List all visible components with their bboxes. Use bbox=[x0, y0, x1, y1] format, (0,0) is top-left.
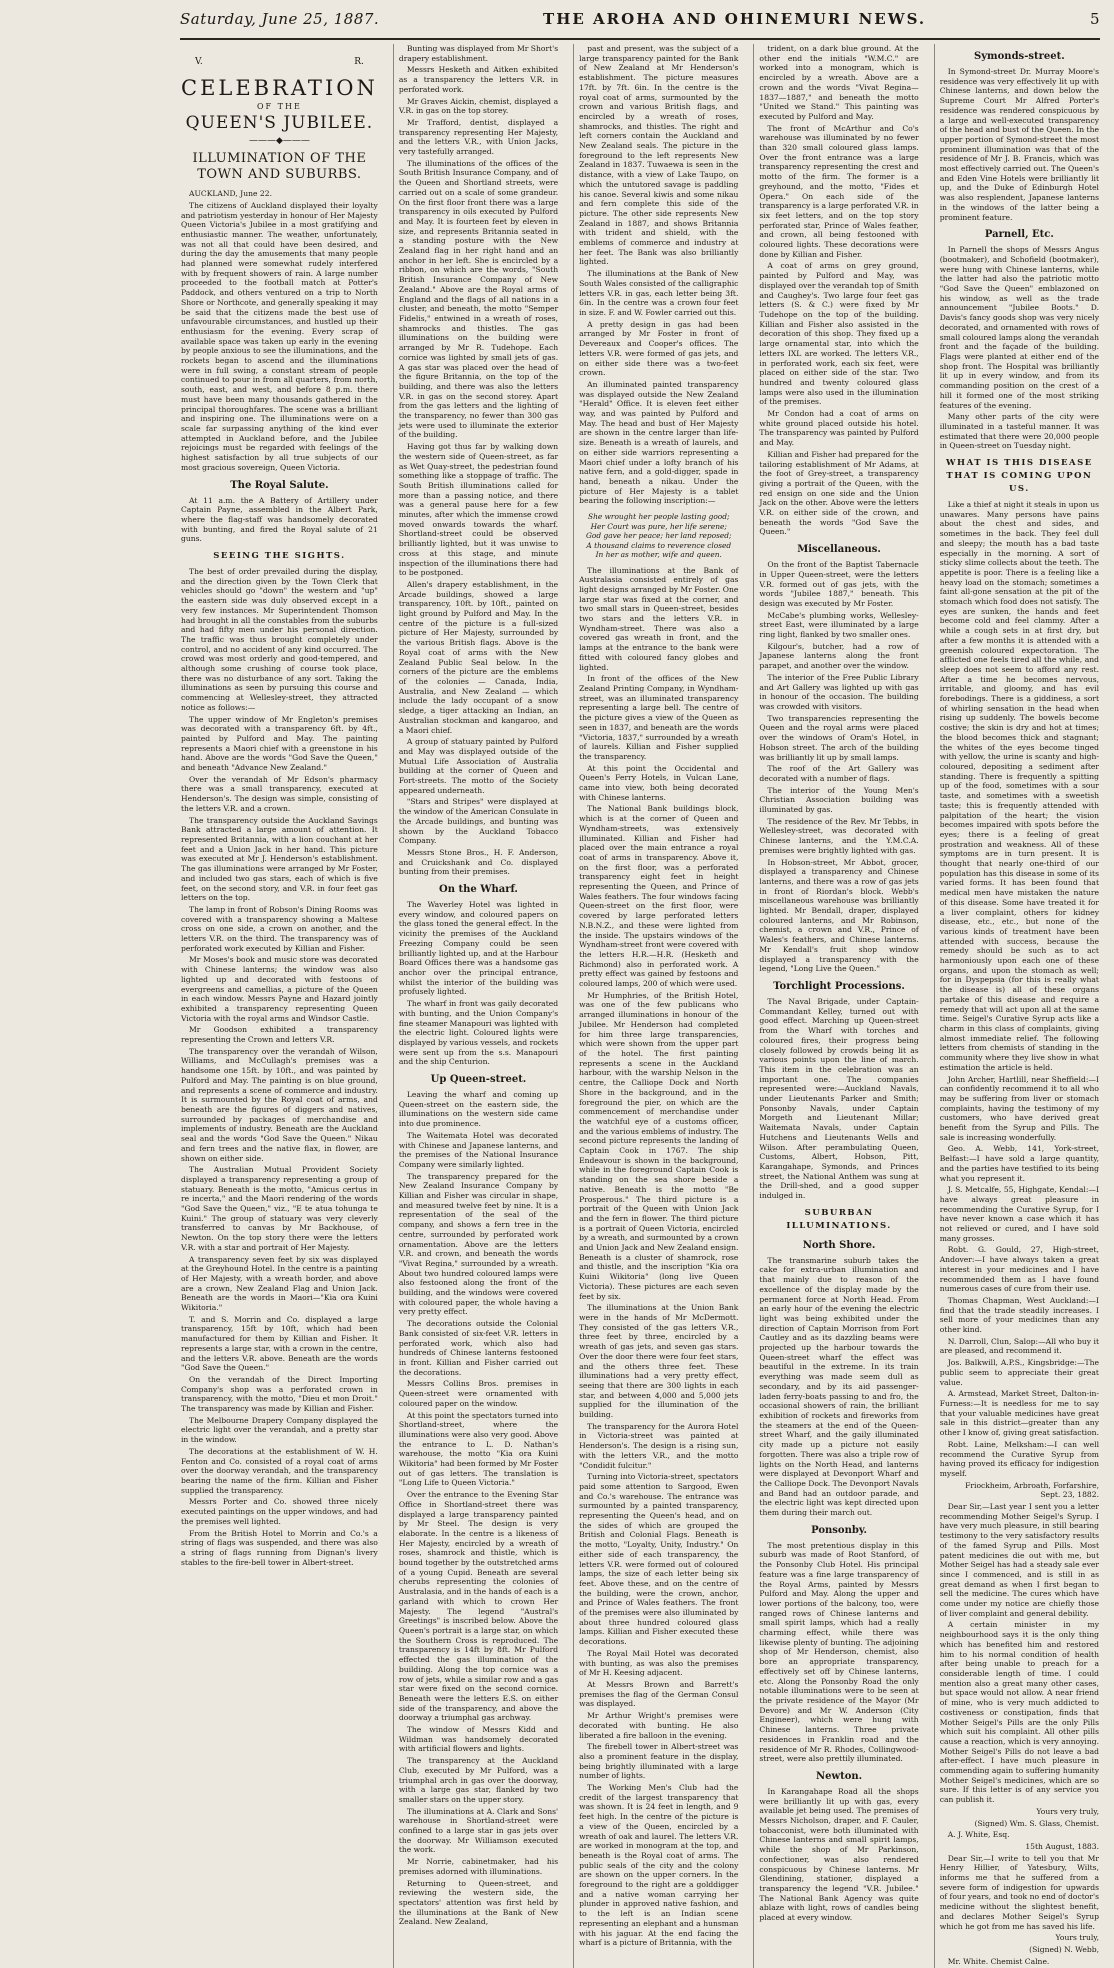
paragraph: The Melbourne Drapery Company displayed the electric light over the verandah, and a pretty star in the window. bbox=[181, 1415, 378, 1445]
paragraph: Returning to Queen-street, and reviewing the western side, the spectators' attention was first held by the illuminations at the Bank of New Zealand. New Zealand, bbox=[398, 1878, 559, 1927]
paragraph: In front of the offices of the New Zealand Printing Company, in Wyndham-street, was an illuminated transparency representing a large bell. The centre of the picture gives a view of the Queen as seen in 1837, and beneath are the words "Victoria, 1837," surrounded by a wreath of laurels. Killian and Fisher supplied the transparency. bbox=[579, 674, 739, 761]
heading-suburban-illuminations: SUBURBAN ILLUMINATIONS. bbox=[786, 1207, 892, 1231]
page-number: 5 bbox=[1089, 10, 1100, 28]
paragraph: In Hobson-street, Mr Abbot, grocer, displayed a transparency and Chinese lanterns, and there was a row of gas jets in front of Riordan's block. Webb's miscellaneous warehouse was brilliantly lighted. Mr Bendall, draper, displayed coloured lanterns, and Mr Robinson, chemist, a crown and V.R., Prince of Wales's feathers, and Chinese lanterns. Mr Kendall's fruit shop window displayed a transparency with the legend, "Long Live the Queen." bbox=[759, 857, 919, 974]
paragraph: On the front of the Baptist Tabernacle in Upper Queen-street, were the letters V.R. formed out of gas jets, with the words "Jubilee 1887," beneath. This design was executed by Mr Foster. bbox=[759, 560, 919, 608]
heading-on-the-wharf: On the Wharf. bbox=[439, 884, 518, 896]
paragraph: The Working Men's Club had the credit of the largest transparency that was shown. It is 24 feet in length, and 9 feet high. In the centre of the picture is a view of the Queen, encircled by a wreath of oak and laurel. The letters V.R. are worked in monogram at the top, and beneath is the Royal coat of arms. The public seals of the city and the colony are shown on the upper corners. In the foreground to the right are a golddigger and a native woman carrying her plunder in approved native fashion, and to the left is an Indian scene representing an elephant and a hunsman with his jaguar. At the end facing the wharf is a picture of Britannia, with the bbox=[579, 1783, 739, 1948]
paragraph: McCabe's plumbing works, Wellesley-street East, were illuminated by a large ring light, flanked by two smaller ones. bbox=[759, 610, 919, 640]
paragraph: The interior of the Free Public Library and Art Gallery was lighted up with gas in honour of the occasion. The building was crowded with visitors. bbox=[759, 672, 919, 711]
paragraph: Two transparencies representing the Queen and the royal arms were placed over the windows of Oram's Hotel, in Hobson street. The arch of the building was brilliantly lit up by small lamps. bbox=[759, 713, 919, 762]
paragraph: The firebell tower in Albert-street was also a prominent feature in the display, being brightly illuminated with a large number of lights. bbox=[579, 1742, 739, 1781]
heading-seeing-the-sights: SEEING THE SIGHTS. bbox=[213, 551, 346, 562]
paragraph: Over the verandah of Mr Edson's pharmacy there was a small transparency, executed at Henderson's. The design was simple, consisting of the letters V.R. and a crown. bbox=[181, 774, 378, 813]
paragraph: Mr Humphries, of the British Hotel, was one of the few publicans who arranged illuminations in honour of the Jubilee. Mr Henderson had completed for him three large transparencies, which were shown from the upper part of the hotel. The first painting represents a scene in the Auckland harbour, with the warship Nelson in the centre, the Calliope Dock and North Shore in the background, and in the foreground the pier, on which are the commencement of merchandise under the watchful eye of a customs officer, and the various emblems of industry. The second picture represents the landing of Captain Cook in 1767. The ship Endeavour is shown in the background, while in the foreground Captain Cook is standing on the sea shore beside a native. Beneath is the motto "Be Prosperous." The third picture is a portrait of the Queen with Union Jack and the fern in flower. The third picture is a portrait of Queen Victoria, encircled by a wreath, and surmounted by a crown and Union Jack and New Zealand ensign. Beneath is a cluster of shamrock, rose and thistle, and the inscription "Kia ora Kuini Wikitoria" (long live Queen Victoria). These pictures are each seven feet by six. bbox=[579, 990, 739, 1301]
paragraph: "Stars and Stripes" were displayed at the window of the American Consulate in the Arcade buildings, and bunting was shown by the Auckland Tobacco Company. bbox=[398, 797, 559, 846]
masthead-rule bbox=[180, 38, 1100, 40]
paragraph: The transparency prepared for the New Zealand Insurance Company by Killian and Fisher was circular in shape, and measured twelve feet by nine. It is a representation of the seal of the company, and shows a fern tree in the centre, surrounded by perforated work ornamentation. Above are the letters V.R. and crown, and beneath the words "Vivat Regina," surrounded by a wreath. About two hundred coloured lamps were also festooned along the front of the building, and the windows were covered with coloured paper, the whole having a very pretty effect. bbox=[398, 1171, 559, 1317]
vr-cypher bbox=[181, 44, 378, 72]
paragraph: Mr Goodson exhibited a transparency representing the Crown and letters V.R. bbox=[181, 1025, 378, 1045]
paragraph: A certain minister in my neighbourhood says it is the only thing which has benefited him and restored him to his normal condition of health after being unable to preach for a considerable length of time. I could mention also a great many other cases, but space would not allow. A near friend of mine, who is very much addicted to costiveness or constipation, finds that Mother Seigel's Pills are the only Pills which suit his complaint. All other pills cause a reaction, which is very annoying. Mother Seigel's Pills do not leave a bad after-effect. I have much pleasure in commending again to suffering humanity Mother Seigel's medicines, which are so sure. If this letter is of any service you can publish it. bbox=[939, 1620, 1099, 1805]
paragraph: Messrs Porter and Co. showed three nicely executed paintings on the upper windows, and had the premises well lighted. bbox=[181, 1497, 378, 1526]
paragraph: The most pretentious display in this suburb was made of Root Stanford, of the Ponsonby Club Hotel. His principal feature was a fine large transparency of the Royal Arms, painted by Messrs Pulford and May. Along the upper and lower portions of the balcony, too, were ranged rows of Chinese lanterns and small spirit lamps, which had a really charming effect, while there was likewise plenty of bunting. The adjoining shop of Mr Henderson, chemist, also bore an appropriate transparency, effectively set off by Chinese lanterns, etc. Along the Ponsonby Road the only notable illuminations were to be seen at the private residence of the Mayor (Mr Devore) and Mr W. Anderson (City Engineer), which were hung with Chinese lanterns. Three private residences in Franklin road and the residence of Mr R. Rhodes, Collingwood-street, were also prettily illuminated. bbox=[759, 1540, 919, 1764]
letter-signature: (Signed) Wm. S. Glass, Chemist. bbox=[974, 1818, 1099, 1828]
paragraph: Jos. Balkwill, A.P.S., Kingsbridge:—The public seem to appreciate their great value. bbox=[939, 1358, 1099, 1387]
paragraph: The Australian Mutual Provident Society displayed a transparency representing a group of statuary. Beneath is the motto, "Amicus certus in re incerta," and the Maori rendering of the words "God Save the Queen," viz., "E te atua tohunga te Kuini." The group of statuary was very cleverly transferred to canvas by Mr Backhouse, of Newton. On the top story there were the letters V.R. with a star and portrait of Her Majesty. bbox=[181, 1165, 378, 1252]
paragraph: The illuminations of the offices of the South British Insurance Company, and of the Queen and Shortland streets, were carried out on a scale of some grandeur. On the first floor front there was a large transparency in oils executed by Pulford and May. It is fourteen feet by eleven in size, and represents Britannia seated in a standing posture with the New Zealand flag in her right hand and an anchor in her left. She is encircled by a ribbon, on which are the words, "South British Insurance Company of New Zealand." Above are the Royal arms of England and the flags of all nations in a cluster, and beneath, the motto "Semper Fidelis," entwined in a wreath of roses, shamrocks and thistles. The gas illuminations on the building were arranged by Mr R. Tudehope. Each cornice was lighted by small jets of gas. A gas star was placed over the head of the figure Britannia, on the top of the building, and there was also the letters V.R. in gas on the second storey. Apart from the gas letters and the lighting of the transparency, no fewer than 300 gas jets were used to illuminate the exterior of the building. bbox=[398, 158, 559, 440]
of-the: OF THE bbox=[257, 101, 302, 111]
paragraph: Mr Arthur Wright's premises were decorated with bunting. He also liberated a fire balloon in the evening. bbox=[579, 1711, 739, 1740]
column-2 bbox=[393, 44, 563, 1968]
paragraph: The front of McArthur and Co's warehouse was illuminated by no fewer than 320 small coloured glass lamps. Over the front entrance was a large transparency representing the crest and motto of the firm. The former is a greyhound, and the motto, "Fides et Opera." On each side of the transparency is a large perforated V.R. in six feet letters, and on the top story perforated star, Prince of Wales feather, and crown, all being festooned with coloured lights. These decorations were done by Killian and Fisher. bbox=[759, 123, 919, 259]
heading-newton: Newton. bbox=[815, 1770, 863, 1782]
paragraph: In Parnell the shops of Messrs Angus (bootmaker), and Schofield (bootmaker), were hung with Chinese lanterns, while the latter had also the patriotic motto "God Save the Queen" emblazoned on his window, as well as the trade announcement "Jubilee Boots." D. Davis's fancy goods shop was very nicely decorated, and ornamented with rows of small coloured lamps along the verandah front and the façade of the building. Flags were planted at either end of the shop front. The Hospital was brilliantly lit up in every window, and from its commanding position on the crest of a hill it formed one of the most striking features of the evening. bbox=[939, 245, 1099, 410]
paragraph: The wharf in front was gaily decorated with bunting, and the Union Company's fine steamer Manapouri was lighted with the electric light. Coloured lights were displayed by various vessels, and rockets were sent up from the s.s. Manapouri and the ship Centurion. bbox=[398, 999, 559, 1067]
paragraph: Robt. G. Gould, 27, High-street, Andover:—I have always taken a great interest in your medicines and I have recommended them as I have found numerous cases of cure from their use. bbox=[939, 1245, 1099, 1294]
paragraph: The lamp in front of Robson's Dining Rooms was covered with a transparency showing a Maltese cross on one side, a crown on another, and the letters V.R. on the third. The transparency was of perforated work executed by Killian and Fisher. bbox=[181, 904, 378, 953]
columns bbox=[176, 44, 1104, 1966]
paragraph: In Karangahape Road all the shops were brilliantly lit up with gas, every available jet being used. The premises of Messrs Nicholson, draper, and F. Cauler, tobacconist, were both illuminated with Chinese lanterns and small spirit lamps, while the shop of Mr Parkinson, confectioner, was also rendered conspicuous by Chinese lanterns. Mr Glendining, stationer, displayed a transparency the legend "V.R. Jubilee." The National Bank Agency was quite ablaze with light, rows of candles being placed at every window. bbox=[759, 1786, 919, 1923]
paragraph: past and present, was the subject of a large transparency painted for the Bank of New Zealand at Mr Henderson's establishment. The picture measures 17ft. by 7ft. 6in. In the centre is the royal coat of arms, surmounted by the crown and various British flags, and encircled by a wreath of roses, shamrocks, and thistles. The right and left corners contain the Auckland and New Zealand seals. The picture in the foreground to the left represents New Zealand in 1837. Tuwaewa is seen in the distance, with a view of Lake Taupo, on which the untutored savage is paddling his canoe. Several kiwis and some nikau and fern complete this side of the picture. The other side represents New Zealand in 1887, and shows Britannia with trident and shield, with the emblems of commerce and industry at her feet. The Bank was also brilliantly lighted. bbox=[579, 44, 739, 267]
tablet-inscription: She wrought her people lasting good; Her Court was pure, her life serene; God gave her peace; her land reposed; A thousand claims to reverence closed In her as mother, wife and queen. bbox=[586, 512, 732, 560]
letter-date: 15th August, 1883. bbox=[1025, 1841, 1099, 1851]
letter-addressee: A. J. White, Esq. bbox=[947, 1830, 1010, 1840]
paragraph: At this point the Occidental and Queen's Ferry Hotels, in Vulcan Lane, came into view, both being decorated with Chinese lanterns. bbox=[579, 763, 739, 802]
paragraph: Messrs Collins Bros. premises in Queen-street were ornamented with coloured paper on the window. bbox=[398, 1379, 559, 1408]
paragraph: Killian and Fisher had prepared for the tailoring establishment of Mr Adams, at the foot of Grey-street, a transparency giving a portrait of the Queen, with the red ensign on one side and the Union Jack on the other. Above were the letters V.R. on either side of the crown, and beneath the words "God Save the Queen." bbox=[759, 449, 919, 537]
paragraph: The transmarine suburb takes the cake for extra-urban illumination and that mainly due to reason of the excellence of the display made by the permanent force at North Head. From an early hour of the evening the electric light was being exhibited under the direction of Captain Morrison from Fort Cautley and as its dazzling beams were projected up the harbour towards the Queen-street wharf the effect was beautiful in the extreme. In its train everything was made seem dull as secondary, and by its aid passenger-laden ferry-boats passing to and fro, the occasional showers of rain, the brilliant exhibition of rockets and fireworks from the steamers at the end of the Queen-street Wharf, and the gaily illuminated city made up a picture not easily forgotten. There was also a triple row of lights on the North Head, and lanterns were displayed at Devonport Wharf and the Calliope Dock. The Devonport Navals and Band had an outdoor parade, and the electric light was kept directed upon them during their march out. bbox=[759, 1255, 919, 1518]
paragraph: Bunting was displayed from Mr Short's drapery establishment. bbox=[398, 44, 559, 63]
paragraph: At this point the spectators turned into Shortland-street, where the illuminations were also very good. Above the entrance to L. D. Nathan's warehouse, the motto "Kia ora Kuini Wikitoria" had been formed by Mr Foster out of gas letters. The translation is "Long Life to Queen Victoria." bbox=[398, 1410, 559, 1488]
v-letter: V. bbox=[195, 57, 203, 67]
paragraph: Mr Trafford, dentist, displayed a transparency representing Her Majesty, and the letters V.R., with Union Jacks, very tastefully arranged. bbox=[398, 117, 559, 157]
paragraph: Dear Sir,—I write to tell you that Mr Henry Hillier, of Yatesbury, Wilts, informs me that he suffered from a severe form of indigestion for upwards of four years, and took no end of doctor's medicine without the slightest benefit, and declares Mother Seigel's Syrup which he got from me has saved his life. bbox=[939, 1853, 1099, 1931]
heading-torchlight-processions: Torchlight Processions. bbox=[773, 980, 905, 992]
paragraph: Like a thief at night it steals in upon us unawares. Many persons have pains about the chest and sides, and sometimes in the back. They feel dull and sleepy; the mouth has a bad taste especially in the morning. A sort of sticky slime collects about the teeth. The appetite is poor. There is a feeling like a heavy load on the stomach; sometimes a faint all-gone sensation at the pit of the stomach which food does not satisfy. The eyes are sunken, the hands and feet become cold and feel clammy. After a while a cough sets in at first dry, but after a few months it is attended with a greenish coloured expectoration. The afflicted one feels tired all the while, and sleep does not seem to afford any rest. After a time he becomes nervous, irritable, and gloomy, and has evil forebodings. There is a giddiness, a sort of whirling sensation in the head when rising up suddenly. The bowels become costive; the skin is dry and hot at times; the blood becomes thick and stagnant; the whites of the eyes become tinged with yellow, the urine is scanty and high-coloured, depositing a sediment after standing. There is frequently a spitting up of the food, sometimes with a sour taste, and sometimes with a sweetish taste; this is frequently attended with palpitation of the heart; the vision becomes impaired with spots before the eyes; there is a feeling of great prostration and weakness. All of these symptoms are in turn present. It is thought that nearly one-third of our population has this disease in some of its varied forms. It has been found that medical men have mistaken the nature of this disease. Some have treated it for a liver complaint, others for kidney disease, etc., etc., but none of the various kinds of treatment have been attended with success, because the remedy should be such as to act harmoniously upon each one of these organs, and upon the stomach as well; for in Dyspepsia (for this is really what the disease is) all of these organs partake of this disease and require a remedy that will act upon all at the same time. Seigel's Curative Syrup acts like a charm in this class of complaints, giving almost immediate relief. The following letters from chemists of standing in the community where they live show in what estimation the article is held. bbox=[939, 500, 1099, 1072]
paragraph: The Waverley Hotel was lighted in every window, and coloured papers on the glass toned the general effect. In the vicinity the premises of the Auckland Freezing Company could be seen brilliantly lighted up, and at the Harbour Board Offices there was a handsome gas anchor over the principal entrance, whilst the interior of the building was profusely lighted. bbox=[398, 900, 559, 997]
column-4 bbox=[753, 44, 923, 1968]
r-letter: R. bbox=[354, 57, 364, 67]
jubilee-title: QUEEN'S JUBILEE. bbox=[185, 113, 374, 134]
illumination-title: ILLUMINATION OF THE TOWN AND SUBURBS. bbox=[192, 151, 367, 183]
heading-miscellaneous: Miscellaneous. bbox=[797, 544, 881, 556]
heading-up-queen-street: Up Queen-street. bbox=[430, 1074, 527, 1086]
paragraph: Over the entrance to the Evening Star Office in Shortland-street there was displayed a large transparency painted by Mr Steel. The design is very elaborate. In the centre is a likeness of Her Majesty, encircled by a wreath of roses, shamrock and thistle, which is bound together by the outstretched arms of a young Cupid. Beneath are several cherubs representing the colonies of Australasia, and in the hands of each is a garland with which to crown Her Majesty. The legend "Austral's Greetings" is inscribed below. Above the Queen's portrait is a large star, on which the Southern Cross is reproduced. The transparency is 14ft by 8ft. Mr Pulford effected the gas illumination of the building. Along the top cornice was a row of jets, while a similar row and a gas star were fixed on the second cornice. Beneath were the letters E.S. on either side of the transparency, and above the doorway a triumphal gas archway. bbox=[398, 1490, 559, 1723]
column-1 bbox=[176, 44, 383, 1968]
paragraph: The Royal Mail Hotel was decorated with bunting, as was also the premises of Mr H. Keesing adjacent. bbox=[579, 1648, 739, 1678]
letter-place-date: Friockheim, Arbroath, Forfarshire, Sept. 23, 1882. bbox=[965, 1480, 1099, 1500]
paragraph: Having got thus far by walking down the western side of Queen-street, as far as Wet Quay-street, the pedestrian found something like a stoppage of traffic. The South British illuminations called for more than a passing notice, and there was a general pause here for a few minutes, after which the immense crowd moved onwards towards the wharf. Shortland-street could be observed brilliantly lighted, but it was unwise to cross at this stage, and minute inspection of the illuminations there had to be postponed. bbox=[398, 442, 559, 578]
paragraph: Dear Sir,—Last year I sent you a letter recommending Mother Seigel's Syrup. I have very much pleasure, in still bearing testimony to the very satisfactory results of the famed Syrup and Pills. Most patent medicines die out with me, but Mother Seigel has had a steady sale ever since I commenced, and is still in as great demand as when I first began to sell the medicine. The cures which have come under my notice are chiefly those of liver complaint and general debility. bbox=[939, 1502, 1099, 1618]
paragraph: At Messrs Brown and Barrett's premises the flag of the German Consul was displayed. bbox=[579, 1680, 739, 1709]
paragraph: Robt. Laine, Melksham:—I can well recommend the Curative Syrup from having proved its efficacy for indigestion myself. bbox=[939, 1439, 1099, 1478]
letter-closing: Yours truly, bbox=[1055, 1933, 1099, 1943]
paragraph: A group of statuary painted by Pulford and May was displayed outside of the Mutual Life Association of Australia building at the corner of Queen and Fort-streets. The motto of the Society appeared underneath. bbox=[398, 737, 559, 795]
paragraph: Mr Condon had a coat of arms on white ground placed outside his hotel. The transparency was painted by Pulford and May. bbox=[759, 409, 919, 448]
paragraph: The transparency for the Aurora Hotel in Victoria-street was painted at Henderson's. The design is a rising sun, with the letters V.R., and the motto "Condidit fulcitur." bbox=[579, 1421, 739, 1470]
paragraph: The National Bank buildings block, which is at the corner of Queen and Wyndham-streets, was extensively illuminated. Killian and Fisher had placed over the main entrance a royal coat of arms in transparency. Above it, on the first floor, was a perforated transparency eight feet in height representing the Queen, and Prince of Wales feathers. The four windows facing Queen-street on the first floor, were covered by large perforated letters N.B.N.Z., and these were lighted from the inside. The upstairs windows of the Wyndham-street front were covered with the letters H.R.—H.R. (Hesketh and Richmond) also in perforated work. A pretty effect was gained by festoons and coloured lamps, 200 of which were used. bbox=[579, 804, 739, 989]
paragraph: John Archer, Hartlill, near Sheffield:—I can confidently recommend it to all who may be suffering from liver or stomach complaints, having the testimony of my customers, who have derived great benefit from the Syrup and Pills. The sale is increasing wonderfully. bbox=[939, 1074, 1099, 1142]
paragraph: Turning into Victoria-street, spectators paid some attention to Sargood, Ewen and Co.'s warehouse. The entrance was surmounted by a painted transparency, representing the Queen's head, and on the sides of which are grouped the British and Colonial Flags. Beneath is the motto, "Loyalty, Unity, Industry." On either side of each transparency, the letters V.R. were formed out of coloured lamps, the size of each letter being six feet. Above these, and on the centre of the building, were the crown, anchor, and Prince of Wales feathers. The front of the premises were also illuminated by about three hundred coloured glass lamps. Killian and Fisher executed these decorations. bbox=[579, 1472, 739, 1647]
paragraph: The best of order prevailed during the display, and the direction given by the Town Clerk that vehicles should go "down" the western and "up" the eastern side was duly observed except in a very few instances. Mr Superintendent Thomson had brought in all the constables from the suburbs and had fifty men under his personal direction. The traffic was thus brought completely under control, and no accident of any kind occurred. The crowd was most orderly and good-tempered, and although some crushing of course took place, there was no disturbance of any sort. Taking the illuminations as seen by pursuing this course and commencing at Wellesley-street, they attracted notice as follows:— bbox=[181, 567, 378, 712]
paragraph: Thomas Chapman, West Auckland:—I find that the trade steadily increases. I sell more of your medicines than any other kind. bbox=[939, 1295, 1099, 1335]
paragraph: Many other parts of the city were illuminated in a tasteful manner. It was estimated that there were 20,000 people in Queen-street on Tuesday night. bbox=[939, 412, 1099, 451]
paragraph: In Symond-street Dr. Murray Moore's residence was very effectively lit up with Chinese lanterns, and down below the Supreme Court Mr Alfred Porter's residence was rendered conspicuous by a large and well-executed transparency of the head and bust of the Queen. In the upper portion of Symond-street the most prominent illumination was that of the residence of Mr J. B. Francis, which was most effectively carried out. The Queen's and Eden Vine Hotels were brilliantly lit up, and the Duke of Edinburgh Hotel was also resplendent, Japanese lanterns in the windows of the latter being a prominent feature. bbox=[939, 67, 1099, 222]
paragraph: Mr Graves Aickin, chemist, displayed a V.R. in gas on the top storey. bbox=[398, 96, 559, 116]
paragraph: T. and S. Morrin and Co. displayed a large transparency, 15ft by 10ft, which had been manufactured for them by Killian and Fisher. It represents a large star, with a crown in the centre, and the letters V.R. above. Beneath are the words "God Save the Queen." bbox=[181, 1314, 378, 1373]
paragraph: A. Armstead, Market Street, Dalton-in-Furness:—It is needless for me to say that your valuable medicines have great sale in this district—greater than any other I know of, giving great satisfaction. bbox=[939, 1389, 1099, 1438]
paragraph: Mr Moses's book and music store was decorated with Chinese lanterns; the window was also lighted up and decorated with festoons of evergreens and camellias, a picture of the Queen in each window. Messrs Payne and Hazard jointly exhibited a transparency representing Queen Victoria with the royal arms and Windsor Castle. bbox=[181, 955, 378, 1023]
column-5 bbox=[934, 44, 1104, 1968]
paragraph: The interior of the Young Men's Christian Association building was illuminated by gas. bbox=[759, 785, 919, 815]
paragraph: Messrs Stone Bros., H. F. Anderson, and Cruickshank and Co. displayed bunting from their premises. bbox=[398, 847, 559, 877]
letter-addressee: Mr. White. Chemist Calne. bbox=[947, 1956, 1050, 1966]
heading-north-shore: North Shore. bbox=[802, 1239, 876, 1251]
paragraph: trident, on a dark blue ground. At the other end the initials "W.M.C." are worked into a monogram, which is encircled by a wreath. Above are a crown and the words "Vivat Regina—1837—1887," and beneath the motto "United we Stand." This painting was executed by Pulford and May. bbox=[759, 44, 919, 121]
paragraph: The residence of the Rev. Mr Tebbs, in Wellesley-street, was decorated with Chinese lanterns, and the Y.M.C.A. premises were brightly lighted with gas. bbox=[759, 816, 919, 855]
letter-signature: (Signed) N. Webb, bbox=[1029, 1944, 1099, 1954]
paragraph: A pretty design in gas had been arranged by Mr Foster in front of Devereaux and Cooper's offices. The letters V.R. were formed of gas jets, and on either side there was a two-feet crown. bbox=[579, 319, 739, 378]
paragraph: From the British Hotel to Morrin and Co.'s a string of flags was suspended, and there was also a string of flags running from Dignan's livery stables to the fire-bell tower in Albert-street. bbox=[181, 1528, 378, 1567]
paragraph: The transparency outside the Auckland Savings Bank attracted a large amount of attention. It represented Britannia, with a lion couchant at her feet and a Union Jack in her hand. This picture was executed at Mr J. Henderson's establishment. The gas illuminations were arranged by Mr Foster, and included two gas stars, each of which is five feet, on the second story, and V.R. in four feet gas letters on the top. bbox=[181, 815, 378, 903]
masthead bbox=[180, 10, 1100, 34]
heading-royal-salute: The Royal Salute. bbox=[230, 479, 329, 491]
paragraph: The illuminations at the Bank of New South Wales consisted of the calligraphic letters V.R. in gas, each letter being 3ft. 6in. In the centre was a crown four feet in size. F. and W. Fowler carried out this. bbox=[579, 269, 739, 317]
paragraph: The transparency at the Auckland Club, executed by Mr Pulford, was a triumphal arch in gas over the doorway, with a large gas star, flanked by two smaller stars on the upper story. bbox=[398, 1756, 559, 1804]
paragraph: The transparency over the verandah of Wilson, Williams, and McCullagh's premises was a handsome one 15ft. by 10ft., and was painted by Pulford and May. The painting is on blue ground, and represents a scene of commerce and industry. It is surmounted by the Royal coat of arms, and beneath are the figures of diggers and natives, surrounded by packages of merchandise and implements of industry. Beneath are the Auckland seal and the words "God Save the Queen." Nikau and fern trees and the native flax, in flower, are shown on either side. bbox=[181, 1046, 378, 1163]
paragraph: Messrs Hesketh and Aitken exhibited as a transparency the letters V.R. in perforated work. bbox=[398, 65, 559, 94]
paragraph: The Naval Brigade, under Captain-Commandant Kelley, turned out with good effect. Marching up Queen-street from the Wharf with torches and coloured fires, their progress being closely followed by crowds being lit as various points upon the line of march. This item in the celebration was an important one. The companies represented were:—Auckland Navals, under Lieutenants Parker and Smith; Ponsonby Navals, under Captain Morgeth and Lieutenant Millar; Waitemata Navals, under Captain Hutchens and Lieutenants Wells and Wilson. After perambulating Queen, Customs, Albert, Hobson, Pitt, Karangahape, Symonds, and Princes street, the National Anthem was sung at the Drill-shed, and a good supper indulged in. bbox=[759, 996, 919, 1201]
paragraph: At 11 a.m. the A Battery of Artillery under Captain Payne, assembled in the Albert Park, where the flag-staff was handsomely decorated with bunting, and fired the Royal salute of 21 guns. bbox=[181, 495, 378, 544]
paragraph: The Waitemata Hotel was decorated with Chinese and Japanese lanterns, and the premises of the National Insurance Company were similarly lighted. bbox=[398, 1130, 559, 1169]
heading-ponsonby: Ponsonby. bbox=[811, 1524, 867, 1536]
paragraph: The window of Messrs Kidd and Wildman was handsomely decorated with artificial flowers and lights. bbox=[398, 1725, 559, 1754]
paragraph: The illuminations at the Bank of Australasia consisted entirely of gas light designs arranged by Mr Foster. One large star was fixed at the corner, and two small stars in Queen-street, besides two stars and the letters V.R. in Wyndham-street. There was also a covered gas wreath in front, and the lamps at the entrance to the bank were fitted with coloured fancy globes and lighted. bbox=[579, 565, 739, 672]
paragraph: N. Darroll, Clun, Salop:—All who buy it are pleased, and recommend it. bbox=[939, 1336, 1099, 1356]
paragraph: The citizens of Auckland displayed their loyalty and patriotism yesterday in honour of Her Majesty Queen Victoria's Jubilee in a most gratifying and enthusiastic manner. The weather, unfortunately, was not all that could have been desired, and during the day the amusements that many people had planned were somewhat rudely interfered with by frequent showers of rain. A large number proceeded to the football match at Potter's Paddock, and others ventured on a trip to North Shore or Northcote, and generally speaking it may be said that the citizens made the best use of unfavourable circumstances, and hustled up their enthusiasm for the evening. Every scrap of available space was taken up early in the evening by people anxious to see the illuminations, and the rockets began to ascend and the illuminations were in full swing, a constant stream of people continued to pour in from all quarters, from north, south, east, and west, and before 8 p.m. there must have been many thousands gathered in the principal thoroughfares. The scene was a brilliant and inspiring one. The illuminations were on a scale far surpassing anything of the kind ever attempted in Auckland before, and the Jubilee rejoicings must be regarded with feelings of the highest satisfaction by all true subjects of our most gracious sovereign, Queen Victoria. bbox=[181, 200, 378, 472]
paragraph: The roof of the Art Gallery was decorated with a number of flags. bbox=[759, 764, 919, 783]
celebration-title: CELEBRATION bbox=[181, 75, 378, 100]
paragraph: On the verandah of the Direct Importing Company's shop was a perforated crown in transparency, with the motto, "Dieu et mon Droit." The transparency was made by Killian and Fisher. bbox=[181, 1374, 378, 1414]
paragraph: The illuminations at A. Clark and Sons' warehouse in Shortland-street were confined to a large star in gas jets over the doorway. Mr Williamson executed the work. bbox=[398, 1806, 559, 1855]
heading-symonds-street: Symonds-street. bbox=[974, 51, 1065, 62]
paragraph: Mr Norrie, cabinetmaker, had his premises adorned with illuminations. bbox=[398, 1857, 559, 1876]
paragraph: The illuminations at the Union Bank were in the hands of Mr McDermott. They consisted of the gas letters V.R., three feet by three, encircled by a wreath of gas jets, and seven gas stars. Over the door there were four feet stars, and the others three feet. These illuminations had a very pretty effect, seeing that there are 300 lights in each star, and between 4,000 and 5,000 jets supplied for the illumination of the building. bbox=[579, 1303, 739, 1420]
paragraph: A coat of arms on grey ground, painted by Pulford and May, was displayed over the verandah top of Smith and Caughey's. Two large four feet gas letters (S. & C.) were fixed by Mr Tudehope on the top of the building. Killian and Fisher also assisted in the decoration of this shop. They fixed up a large ornamental star, into which the letters IXL are worked. The letters V.R., in perforated work, each six feet, were placed on either side of the star. Two hundred and twenty coloured glass lamps were also used in the illumination of the premises. bbox=[759, 261, 919, 407]
paragraph: The decorations outside the Colonial Bank consisted of six-feet V.R. letters in perforated work, which also had hundreds of Chinese lanterns festooned in front. Killian and Fisher carried out the decorations. bbox=[398, 1319, 559, 1377]
paragraph: The decorations at the establishment of W. H. Fenton and Co. consisted of a royal coat of arms over the doorway verandah, and the transparency bearing the name of the firm. Killian and Fisher supplied the transparency. bbox=[181, 1446, 378, 1495]
paragraph: An illuminated painted transparency was displayed outside the New Zealand "Herald" Office. It is eleven feet either way, and was painted by Pulford and May. The head and bust of Her Majesty are shown in the centre larger than life-size. Beneath is a wreath of laurels, and on either side warriors representing a Maori chief under a lofty branch of his native fern, and a gold-digger, spade in hand, beneath a nikau. Under the picture of Her Majesty is a tablet bearing the following inscription:— bbox=[579, 379, 739, 506]
paragraph: A transparency seven feet by six was displayed at the Greyhound Hotel. In the centre is a painting of Her Majesty, with a wreath border, and above are a crown, New Zealand Flag and Union Jack. Beneath are the words in Maori—"Kia ora Kuini Wikitoria." bbox=[181, 1254, 378, 1313]
heading-parnell: Parnell, Etc. bbox=[984, 229, 1054, 241]
dateline: AUCKLAND, June 22. bbox=[189, 189, 272, 199]
paragraph: Leaving the wharf and coming up Queen-street on the eastern side, the illuminations on the western side came into due prominence. bbox=[398, 1090, 559, 1129]
paragraph: The upper window of Mr Engleton's premises was decorated with a transparency 6ft. by 4ft., painted by Pulford and May. The painting represents a Maori chief with a greenstone in his hand. Above are the words "God Save the Queen," and beneath "Advance New Zealand." bbox=[181, 714, 378, 773]
paragraph: Allen's drapery establishment, in the Arcade buildings, showed a large transparency, 10ft. by 10ft., painted on light ground by Pulford and May. In the centre of the picture is a full-sized picture of Her Majesty, surrounded by the various British flags. Above is the Royal coat of arms with the New Zealand Public Seal below. In the corners of the picture are the emblems of the colonies — Canada, India, Australia, and New Zealand — which include the lady occupant of a snow sledge, a tiger attacking an Indian, an Australian stockman and kangaroo, and a Maori chief. bbox=[398, 579, 559, 735]
paper-title: THE AROHA AND OHINEMURI NEWS. bbox=[543, 10, 927, 28]
paragraph: Kilgour's, butcher, had a row of Japanese lanterns along the front parapet, and another over the window. bbox=[759, 641, 919, 671]
paragraph: Geo. A. Webb, 141, York-street, Belfast:—I have sold a large quantity, and the parties have testified to its being what you represent it. bbox=[939, 1144, 1099, 1183]
heading-disease: WHAT IS THIS DISEASE THAT IS COMING UPON US. bbox=[946, 458, 1093, 495]
paragraph: J. S. Metcalfe, 55, Highgate, Kendal:—I have always great pleasure in recommending the Curative Syrup, for I have never known a case which it has not relieved or cured, and I have sold many grosses. bbox=[939, 1185, 1099, 1243]
issue-date: Saturday, June 25, 1887. bbox=[180, 10, 380, 28]
ornament-divider: ———◆——— bbox=[248, 136, 310, 147]
column-3 bbox=[573, 44, 743, 1968]
letter-closing: Yours very truly, bbox=[1036, 1806, 1099, 1816]
